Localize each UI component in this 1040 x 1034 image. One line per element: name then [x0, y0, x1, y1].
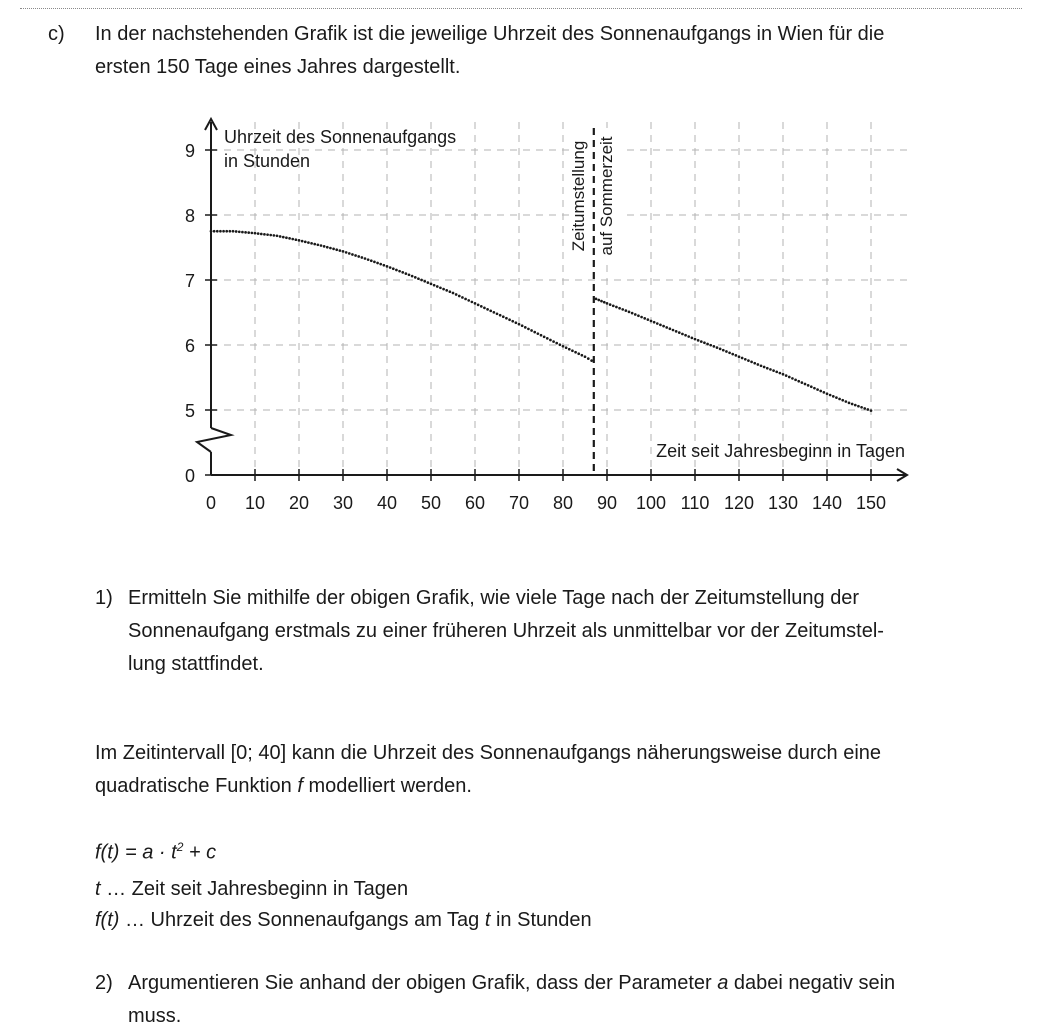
data-point	[750, 361, 753, 364]
definition-f-var: f(t)	[95, 909, 120, 931]
data-point	[298, 239, 301, 242]
data-point	[735, 354, 738, 357]
data-point	[835, 396, 838, 399]
data-point	[499, 314, 502, 317]
x-axis-label: Zeit seit Jahresbeginn in Tagen	[656, 441, 905, 461]
definition-f-text-var: t	[484, 909, 491, 931]
definition-f	[95, 904, 995, 937]
data-point	[348, 252, 351, 255]
x-tick-label: 150	[855, 493, 887, 513]
data-point	[279, 235, 282, 238]
data-point	[263, 233, 266, 236]
data-point	[489, 309, 492, 312]
data-point	[241, 231, 244, 234]
data-point	[665, 326, 668, 329]
data-point	[603, 301, 606, 304]
data-point	[329, 247, 332, 250]
definition-t	[95, 873, 995, 906]
data-point	[398, 270, 401, 273]
data-point	[276, 234, 279, 237]
data-point	[587, 357, 590, 360]
data-point	[439, 286, 442, 289]
data-point	[474, 302, 477, 305]
data-point	[801, 381, 804, 384]
data-point	[210, 230, 213, 233]
data-point	[251, 232, 254, 235]
data-point	[647, 318, 650, 321]
data-point	[562, 345, 565, 348]
question-1-number: 1)	[95, 587, 113, 609]
chart-labels	[224, 127, 905, 461]
data-point	[706, 343, 709, 346]
data-point	[433, 284, 436, 287]
data-point	[527, 328, 530, 331]
x-tick-label: 140	[811, 493, 843, 513]
data-point	[449, 290, 452, 293]
x-tick-label: 60	[464, 493, 486, 513]
data-point	[662, 325, 665, 328]
data-point	[747, 359, 750, 362]
data-point	[518, 323, 521, 326]
data-point	[625, 309, 628, 312]
data-point	[411, 275, 414, 278]
data-point	[760, 364, 763, 367]
data-point	[376, 262, 379, 265]
annotation-line-2: auf Sommerzeit	[597, 136, 616, 256]
y-tick-label: 7	[184, 271, 195, 291]
y-tick-label: 8	[184, 206, 195, 226]
x-tick-label: 70	[508, 493, 530, 513]
data-point	[477, 304, 480, 307]
data-point	[351, 253, 354, 256]
y-tick-label: 0	[184, 466, 195, 486]
data-point	[779, 372, 782, 375]
x-tick-label: 90	[596, 493, 618, 513]
data-point	[515, 321, 518, 324]
data-point	[401, 271, 404, 274]
x-tick-label: 100	[635, 493, 667, 513]
data-point	[222, 230, 225, 233]
data-point	[650, 320, 653, 323]
data-point	[442, 288, 445, 291]
data-point	[345, 251, 348, 254]
data-point	[427, 281, 430, 284]
data-point	[709, 344, 712, 347]
data-point	[461, 296, 464, 299]
data-point	[285, 236, 288, 239]
data-point	[841, 399, 844, 402]
data-point	[775, 370, 778, 373]
data-point	[326, 246, 329, 249]
task-label: c)	[48, 23, 65, 45]
data-point	[826, 392, 829, 395]
data-point	[389, 266, 392, 269]
data-point	[615, 306, 618, 309]
data-point	[788, 376, 791, 379]
data-point	[357, 255, 360, 258]
data-point	[829, 394, 832, 397]
data-point	[719, 348, 722, 351]
y-tick-label: 9	[184, 141, 195, 161]
data-point	[763, 366, 766, 369]
data-point	[273, 234, 276, 237]
data-point	[423, 280, 426, 283]
data-point	[785, 374, 788, 377]
data-point	[335, 248, 338, 251]
data-point	[414, 276, 417, 279]
data-point	[851, 403, 854, 406]
data-point	[725, 350, 728, 353]
data-point	[383, 264, 386, 267]
data-point	[867, 408, 870, 411]
x-tick-label: 0	[205, 493, 217, 513]
data-point	[816, 388, 819, 391]
data-point	[628, 311, 631, 314]
data-point	[370, 259, 373, 262]
data-point	[769, 368, 772, 371]
data-point	[559, 343, 562, 346]
data-point	[687, 335, 690, 338]
data-point	[555, 342, 558, 345]
data-point	[581, 354, 584, 357]
data-point	[367, 258, 370, 261]
data-point	[797, 380, 800, 383]
data-point	[317, 243, 320, 246]
data-point	[684, 334, 687, 337]
data-point	[813, 387, 816, 390]
data-point	[681, 333, 684, 336]
data-point	[257, 232, 260, 235]
data-point	[295, 238, 298, 241]
data-point	[804, 383, 807, 386]
data-point	[672, 329, 675, 332]
data-point	[260, 233, 263, 236]
data-point	[493, 311, 496, 314]
data-point	[291, 238, 294, 241]
data-point	[301, 240, 304, 243]
data-point	[552, 340, 555, 343]
data-point	[471, 301, 474, 304]
data-point	[354, 254, 357, 257]
data-point	[857, 405, 860, 408]
annotation-line-1: Zeitumstellung	[569, 140, 588, 252]
data-point	[405, 272, 408, 275]
chart-axes	[197, 119, 907, 481]
y-axis-label-line-2: in Stunden	[224, 151, 311, 171]
data-point	[794, 378, 797, 381]
data-point	[870, 409, 873, 412]
data-point	[728, 351, 731, 354]
data-point	[458, 295, 461, 298]
y-tick-label: 6	[184, 336, 195, 356]
data-point	[634, 313, 637, 316]
data-point	[637, 314, 640, 317]
data-point	[577, 352, 580, 355]
formula-rhs: + c	[183, 841, 217, 864]
data-point	[395, 269, 398, 272]
data-point	[445, 289, 448, 292]
data-point	[379, 263, 382, 266]
data-point	[254, 232, 257, 235]
data-point	[643, 317, 646, 320]
x-tick-label: 40	[376, 493, 398, 513]
chart-grid	[211, 122, 912, 475]
data-point	[807, 384, 810, 387]
data-point	[464, 298, 467, 301]
data-point	[320, 244, 323, 247]
intro-line-1: In der nachstehenden Grafik ist die jeweilige Uhrzeit des Sonnenaufgangs in Wien für die	[95, 23, 885, 45]
data-point	[838, 398, 841, 401]
data-point	[213, 230, 216, 233]
data-point	[364, 257, 367, 260]
data-point	[502, 315, 505, 318]
y-axis-break	[197, 428, 231, 452]
data-point	[549, 339, 552, 342]
question-1-line-2: Sonnenaufgang erstmals zu einer früheren Uhrzeit als unmittelbar vor der Zeitumstel-	[128, 620, 884, 642]
data-point	[744, 358, 747, 361]
formula	[95, 831, 995, 870]
data-point	[505, 317, 508, 320]
data-point	[339, 249, 342, 252]
data-point	[323, 245, 326, 248]
data-point	[304, 240, 307, 243]
para-text-a: quadratische Funktion	[95, 775, 298, 797]
data-point	[631, 312, 634, 315]
data-point	[266, 233, 269, 236]
data-point	[694, 338, 697, 341]
data-point	[669, 327, 672, 330]
data-point	[697, 339, 700, 342]
data-point	[452, 292, 455, 295]
data-point	[530, 329, 533, 332]
data-point	[480, 305, 483, 308]
question-2-number: 2)	[95, 972, 113, 994]
data-point	[408, 273, 411, 276]
data-point	[678, 331, 681, 334]
data-point	[232, 230, 235, 233]
x-tick-label: 120	[723, 493, 755, 513]
data-point	[574, 351, 577, 354]
data-point	[700, 340, 703, 343]
data-point	[392, 267, 395, 270]
data-point	[238, 230, 241, 233]
y-tick-label: 5	[184, 401, 195, 421]
data-point	[612, 304, 615, 307]
data-point	[219, 230, 222, 233]
data-point	[675, 330, 678, 333]
data-point	[863, 407, 866, 410]
data-point	[753, 362, 756, 365]
data-point	[568, 348, 571, 351]
data-point	[823, 391, 826, 394]
data-point	[791, 377, 794, 380]
data-point	[741, 357, 744, 360]
question-1-line-3: lung stattfindet.	[128, 653, 264, 675]
data-point	[307, 241, 310, 244]
data-point	[540, 334, 543, 337]
data-point	[508, 318, 511, 321]
data-point	[386, 265, 389, 268]
data-point	[766, 367, 769, 370]
data-point	[722, 349, 725, 352]
data-point	[229, 230, 232, 233]
data-point	[659, 324, 662, 327]
para-text-b: modelliert werden.	[302, 775, 472, 797]
formula-exponent: 2	[176, 840, 184, 854]
data-point	[731, 353, 734, 356]
data-point	[584, 355, 587, 358]
data-point	[537, 332, 540, 335]
data-point	[496, 312, 499, 315]
data-point	[606, 302, 609, 305]
data-point	[595, 298, 598, 301]
data-point	[467, 299, 470, 302]
x-tick-label: 30	[332, 493, 354, 513]
data-point	[269, 234, 272, 237]
q2-text-b: dabei negativ sein	[728, 972, 896, 994]
q2-text-a: Argumentieren Sie anhand der obigen Grafik, dass der Parameter	[128, 972, 718, 994]
data-point	[313, 243, 316, 246]
data-point	[618, 307, 621, 310]
data-point	[511, 320, 514, 323]
data-point	[235, 230, 238, 233]
data-point	[691, 337, 694, 340]
data-point	[524, 326, 527, 329]
data-point	[420, 279, 423, 282]
definition-t-var: t	[95, 878, 101, 900]
data-point	[713, 345, 716, 348]
x-tick-label: 10	[244, 493, 266, 513]
data-point	[533, 331, 536, 334]
data-point	[757, 363, 760, 366]
chart-data-points	[210, 230, 873, 412]
x-tick-label: 50	[420, 493, 442, 513]
data-point	[621, 308, 624, 311]
para-function-var: f	[297, 775, 303, 797]
data-point	[483, 307, 486, 310]
data-point	[819, 390, 822, 393]
data-point	[600, 300, 603, 303]
question-2-line-1	[128, 967, 988, 1000]
data-point	[782, 373, 785, 376]
data-point	[373, 261, 376, 264]
data-point	[860, 406, 863, 409]
model-paragraph-line-2	[95, 770, 995, 803]
data-point	[244, 231, 247, 234]
data-point	[361, 256, 364, 259]
data-point	[225, 230, 228, 233]
question-1-line-1: Ermitteln Sie mithilfe der obigen Grafik, wie viele Tage nach der Zeitumstellung der	[128, 587, 860, 609]
data-point	[521, 324, 524, 327]
data-point	[282, 236, 285, 239]
definition-f-text-b: in Stunden	[490, 909, 592, 931]
data-point	[854, 404, 857, 407]
data-point	[703, 341, 706, 344]
data-point	[738, 355, 741, 358]
definition-f-text-a: … Uhrzeit des Sonnenaufgangs am Tag	[119, 909, 485, 931]
data-point	[342, 250, 345, 253]
data-point	[436, 285, 439, 288]
model-paragraph-line-1: Im Zeitintervall [0; 40] kann die Uhrzeit des Sonnenaufgangs näherungsweise durch eine	[95, 742, 882, 764]
data-point	[543, 335, 546, 338]
data-point	[247, 231, 250, 234]
x-tick-label: 130	[767, 493, 799, 513]
data-point	[772, 369, 775, 372]
data-point	[832, 395, 835, 398]
data-point	[597, 299, 600, 302]
x-tick-label: 20	[288, 493, 310, 513]
data-point	[845, 400, 848, 403]
data-point	[565, 346, 568, 349]
data-point	[656, 322, 659, 325]
x-tick-label: 110	[680, 493, 710, 513]
question-1-text	[128, 582, 988, 681]
data-point	[848, 402, 851, 405]
data-point	[455, 293, 458, 296]
data-point	[716, 346, 719, 349]
data-point	[216, 230, 219, 233]
data-point	[546, 337, 549, 340]
definition-t-text: … Zeit seit Jahresbeginn in Tagen	[100, 878, 409, 900]
y-axis-label-line-1: Uhrzeit des Sonnenaufgangs	[224, 127, 457, 147]
formula-lhs: f(t) = a · t	[95, 841, 177, 864]
data-point	[571, 349, 574, 352]
data-point	[653, 321, 656, 324]
data-point	[486, 308, 489, 311]
data-point	[288, 237, 291, 240]
question-2-line-2: muss.	[128, 1005, 182, 1027]
data-point	[332, 248, 335, 251]
data-point	[609, 303, 612, 306]
question-2-text	[128, 967, 988, 1033]
model-paragraph	[95, 737, 995, 803]
intro-line-2: ersten 150 Tage eines Jahres dargestellt.	[95, 56, 461, 78]
q2-param-var: a	[717, 972, 729, 994]
data-point	[430, 283, 433, 286]
data-point	[810, 385, 813, 388]
x-tick-label: 80	[552, 493, 574, 513]
data-point	[640, 316, 643, 319]
data-point	[417, 277, 420, 280]
data-point	[310, 242, 313, 245]
data-point	[590, 359, 593, 362]
